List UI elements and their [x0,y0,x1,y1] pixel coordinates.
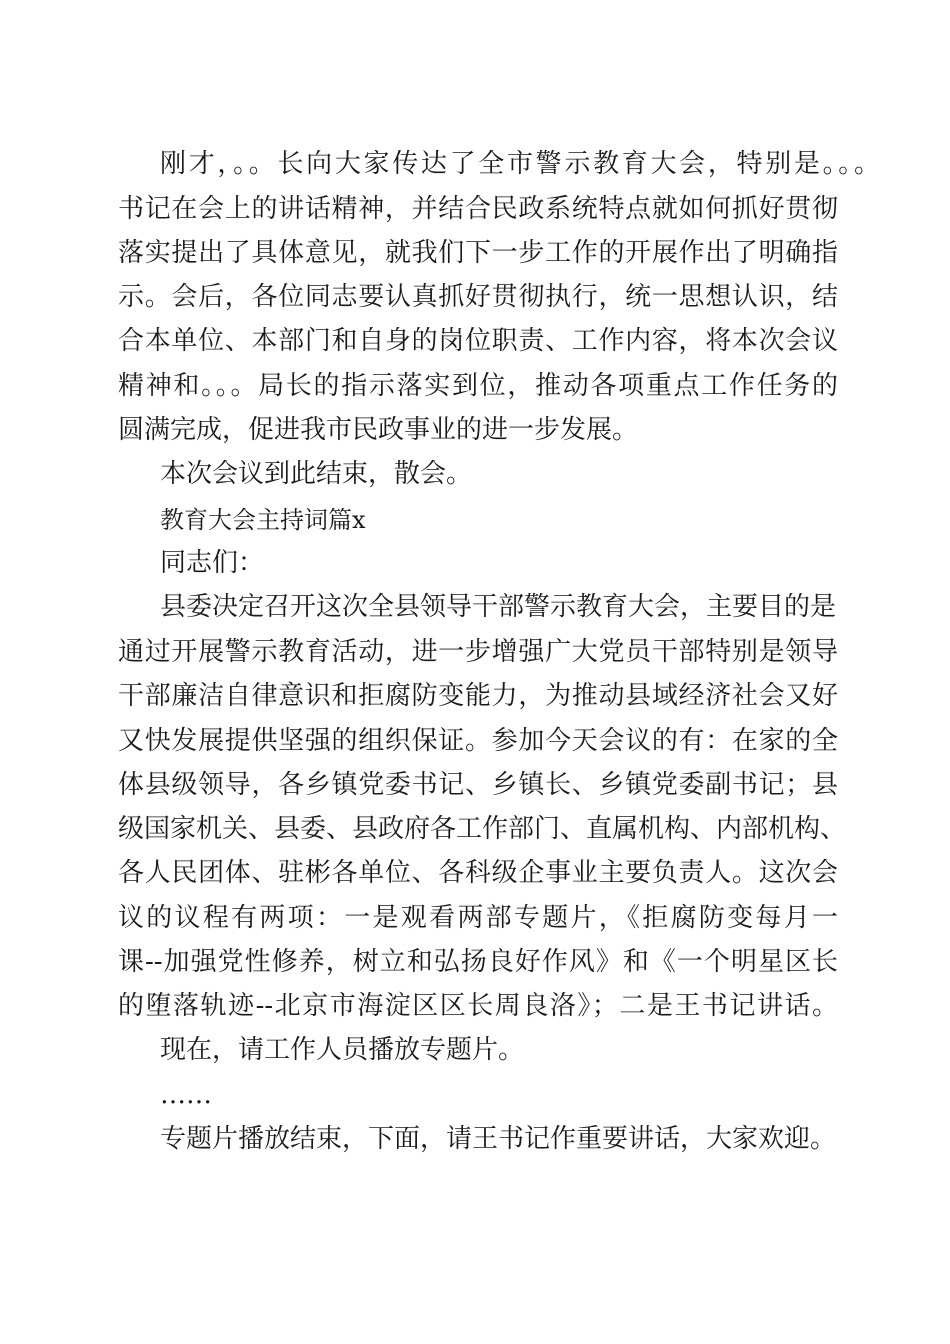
paragraph-line: 县委决定召开这次全县领导干部警示教育大会，主要目的是 [160,592,837,622]
paragraph-line: 落实提出了具体意见，就我们下一步工作的开展作出了明确指 [118,238,838,268]
paragraph-line: 的堕落轨迹--北京市海淀区区长周良洛》；二是王书记讲话。 [118,991,838,1021]
section-heading: 教育大会主持词篇x [160,506,366,534]
paragraph-line: 级国家机关、县委、县政府各工作部门、直属机构、内部机构、 [118,814,847,844]
paragraph-line: 体县级领导，各乡镇党委书记、乡镇长、乡镇党委副书记；县 [118,770,838,800]
paragraph-line: 现在，请工作人员播放专题片。 [160,1035,525,1065]
paragraph-line: 合本单位、本部门和自身的岗位职责、工作内容，将本次会议 [118,326,838,356]
paragraph-line: 又快发展提供坚强的组织保证。参加今天会议的有：在家的全 [118,726,838,756]
paragraph-line: 专题片播放结束，下面，请王书记作重要讲话，大家欢迎。 [160,1124,837,1154]
salutation: 同志们： [160,548,265,578]
paragraph-line: 课--加强党性修养，树立和弘扬良好作风》和《一个明星区长 [118,947,838,977]
paragraph-line: 干部廉洁自律意识和拒腐防变能力，为推动县域经济社会又好 [118,681,838,711]
paragraph-line: 精神和。。。局长的指示落实到位，推动各项重点工作任务的 [118,371,838,401]
paragraph-line: 示。会后，各位同志要认真抓好贯彻执行，统一思想认识，结 [118,282,838,312]
paragraph-line: 议的议程有两项：一是观看两部专题片，《拒腐防变每月一 [118,903,838,933]
paragraph-line: 书记在会上的讲话精神，并结合民政系统特点就如何抓好贯彻 [118,194,838,224]
paragraph-line: 圆满完成，促进我市民政事业的进一步发展。 [118,415,639,445]
ellipsis-line: …… [160,1080,212,1110]
paragraph-line: 刚才，。。长向大家传达了全市警示教育大会，特别是。。。 [160,149,880,179]
paragraph-line: 通过开展警示教育活动，进一步增强广大党员干部特别是领导 [118,637,838,667]
paragraph-line: 各人民团体、驻彬各单位、各科级企事业主要负责人。这次会 [118,858,838,888]
paragraph-line: 本次会议到此结束，散会。 [160,459,473,489]
